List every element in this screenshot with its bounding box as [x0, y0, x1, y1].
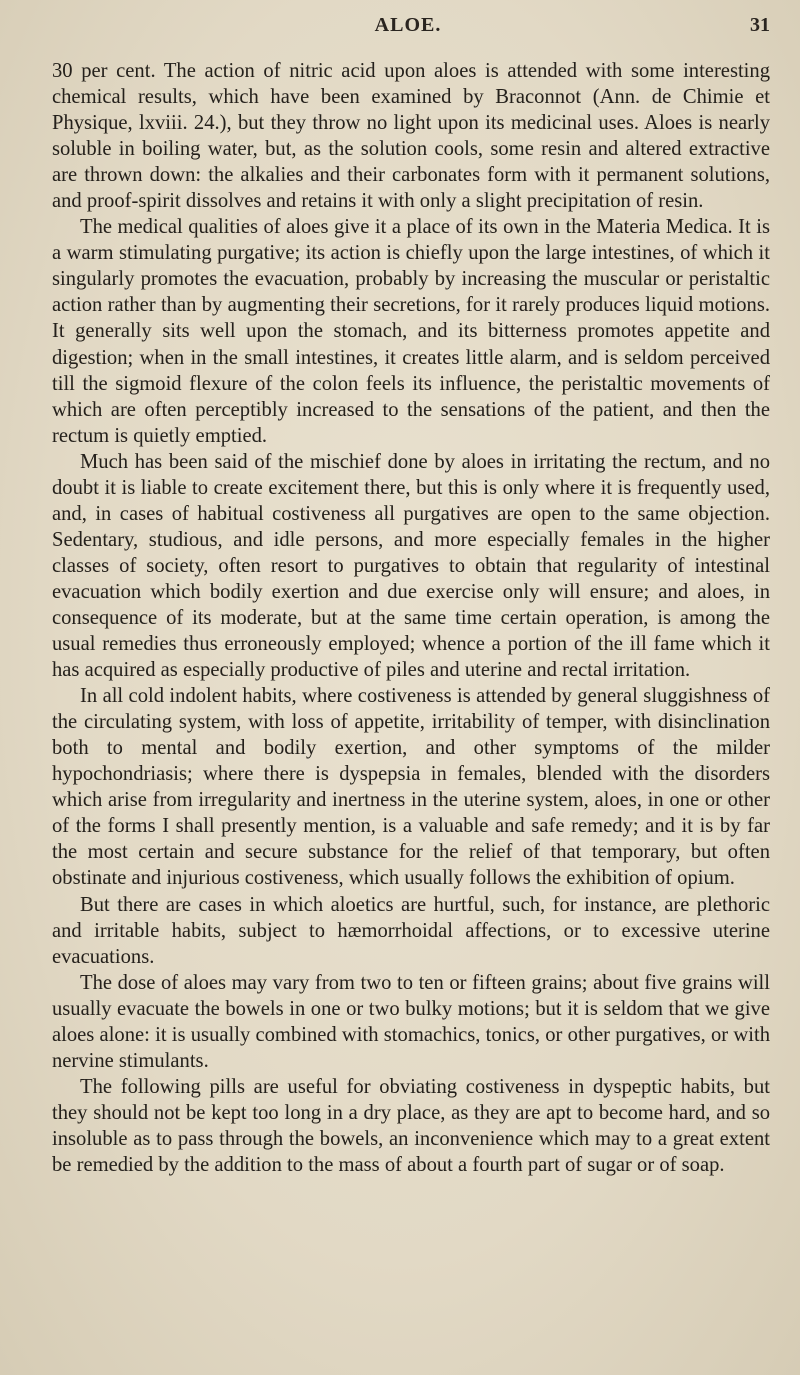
running-title: ALOE.	[374, 14, 442, 36]
paragraph-indolent-habits: In all cold indolent habits, where costiveness is attended by general sluggishness of the circulating system, with loss of appetite, irritability of temper, with disinclination both to mental and bodily exertion, and other symptoms of the milder hypochondriasis; where there is dyspepsia in females, blended with the disorders which arise from irregularity and inertness in the uterine system, aloes, in one or other of the forms I shall presently mention, is a valuable and safe remedy; and it is by far the most certain and secure substance for the relief of that temporary, but often obstinate and injurious costiveness, which usually follows the exhibition of opium.	[52, 685, 770, 890]
paragraph-medical-qualities: The medical qualities of aloes give it a place of its own in the Materia Medica. It is a warm stimulating purgative; its action is chiefly upon the large intestines, of which it singularly promotes the evacuation, probably by increasing the muscular or peristaltic action rather than by augmenting their secretions, for it rarely produces liquid motions. It generally sits well upon the stomach, and its bitterness promotes appetite and digestion; when in the small intestines, it creates little alarm, and is seldom perceived till the sigmoid flexure of the colon feels its influence, the peristaltic movements of which are often perceptibly increased to the sensations of the patient, and then the rectum is quietly emptied.	[52, 216, 770, 447]
paragraph-dose: The dose of aloes may vary from two to ten or fifteen grains; about five grains will usually evacuate the bowels in one or two bulky motions; but it is seldom that we give aloes alone: it is usually combined with stomachics, tonics, or other purgatives, or with nervine stimulants.	[52, 971, 770, 1072]
page-header	[46, 14, 770, 44]
paragraph-hurtful-cases: But there are cases in which aloetics are hurtful, such, for instance, are plethoric and irritable habits, subject to hæmorrhoidal affections, or to excessive uterine evacuations.	[52, 893, 770, 968]
paragraph-pills: The following pills are useful for obviating costiveness in dyspeptic habits, but they should not be kept too long in a dry place, as they are apt to become hard, and so insoluble as to pass through the bowels, an inconvenience which may to a great extent be remedied by the addition to the mass of about a fourth part of sugar or of soap.	[52, 1075, 770, 1176]
page-number: 31	[750, 14, 770, 36]
paragraph-mischief: Much has been said of the mischief done by aloes in irritating the rectum, and no doubt it is liable to create excitement there, but this is only where it is frequently used, and, in cases of habitual costiveness all purgatives are open to the same objection. Sedentary, studious, and idle persons, and more especially females in the higher classes of society, often resort to purgatives to obtain that regularity of intestinal evacuation which bodily exertion and due exercise only will ensure; and aloes, in consequence of its moderate, but at the same time certain operation, is among the usual remedies thus erroneously employed; whence a portion of the ill fame which it has acquired as especially productive of piles and uterine and rectal irritation.	[52, 450, 770, 682]
body-text	[52, 58, 770, 1178]
paragraph-continued: 30 per cent. The action of nitric acid upon aloes is attended with some interesting chemical results, which have been examined by Braconnot (Ann. de Chimie et Physique, lxviii. 24.), but they throw no light upon its medicinal uses. Aloes is nearly soluble in boiling water, but, as the solution cools, some resin and altered extractive are thrown down: the alkalies and their carbonates form with it permanent solutions, and proof-spirit dissolves and retains it with only a slight precipitation of resin.	[52, 60, 770, 213]
